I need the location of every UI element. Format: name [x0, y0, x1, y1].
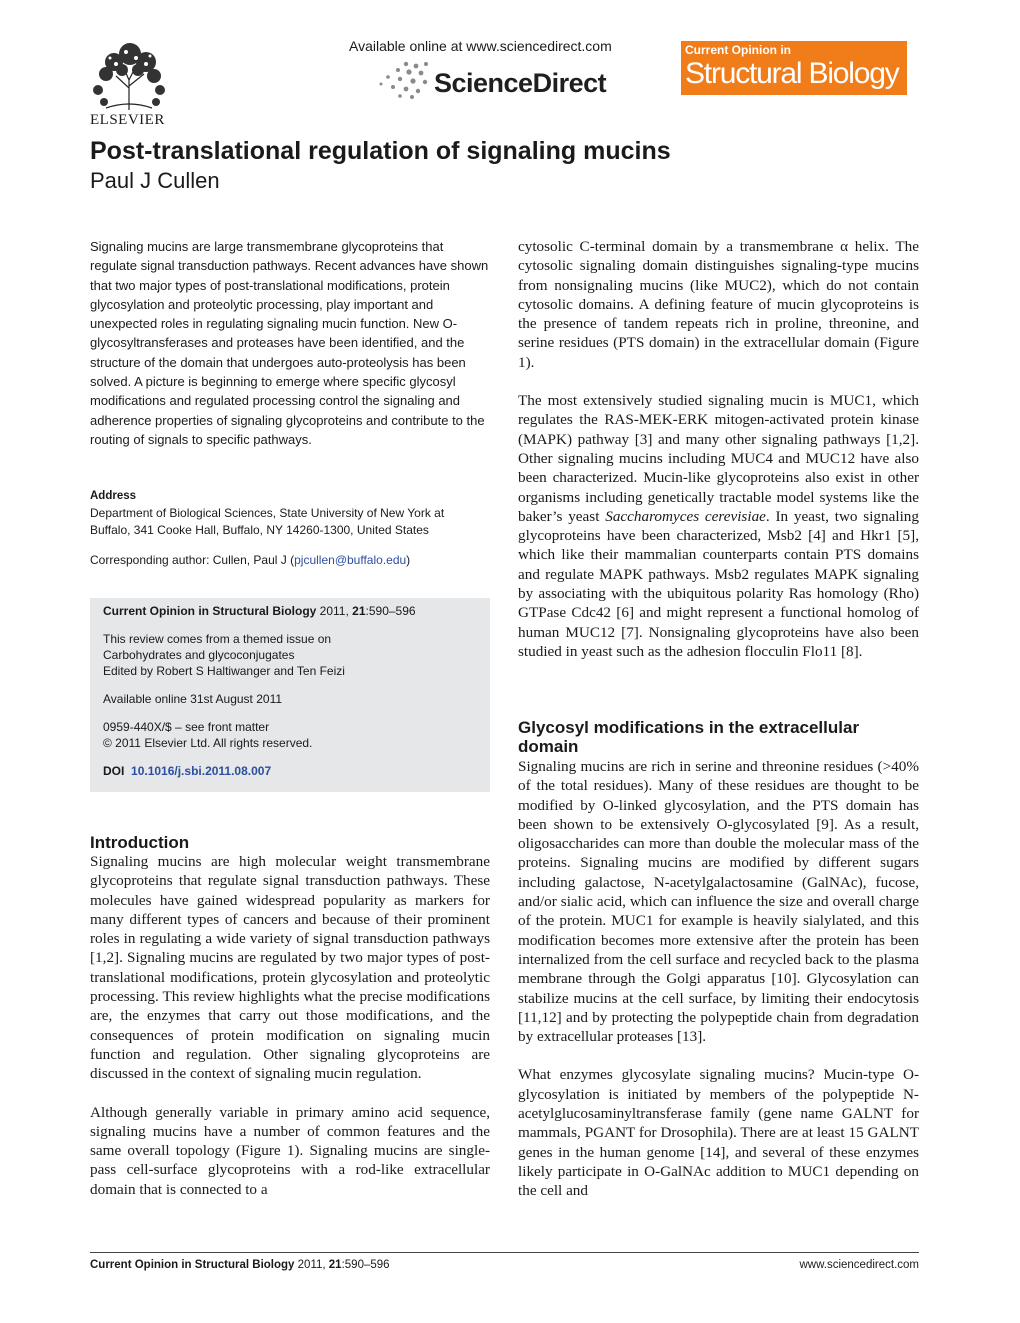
footer-pages: :590–596	[341, 1259, 390, 1271]
intro-paragraph-2: Although generally variable in primary amino acid sequence, signaling mucins have a number of common features and the same overall topology (Figure 1). Signaling mucins are single-pass cell-surface glycoproteins with a rod-like extracellular domain that is connected to a	[90, 1103, 490, 1198]
article-title: Post-translational regulation of signaling mucins	[90, 137, 671, 165]
box-themed-line2: Carbohydrates and glycoconjugates	[103, 648, 295, 662]
corresponding-author	[90, 553, 410, 567]
box-year: 2011,	[316, 604, 353, 618]
intro-paragraph-1: Signaling mucins are high molecular weight transmembrane glycoproteins that regulate signal transduction pathways. These molecules have gained widespread popularity as markers for many different types of cancers and because of their prominent roles in regulating a wide variety of signal transduction pathways [1,2]. Signaling mucins are regulated by two major types of post-translational modifications, protein glycosylation and proteolytic processing. This review highlights what the precise modifications are, the enzymes that carry out those modifications, and the consequences of protein modification on signaling mucin function and regulation. Other signaling glycoproteins are discussed in the context of signaling mucin regulation.	[90, 853, 490, 1083]
article-info-box	[90, 598, 490, 792]
introduction-body	[90, 852, 490, 1199]
box-copyright: © 2011 Elsevier Ltd. All rights reserved.	[103, 736, 313, 750]
corresponding-prefix: Corresponding author: Cullen, Paul J (	[90, 553, 295, 567]
box-doi	[103, 763, 477, 779]
footer-year: 2011,	[294, 1259, 329, 1271]
right-paragraph-2	[518, 391, 919, 661]
corresponding-suffix: )	[406, 553, 411, 567]
box-rights	[103, 719, 477, 751]
right-paragraph-1: cytosolic C-terminal domain by a transmembrane α helix. The cytosolic signaling domain distinguishes signaling-type mucins from nonsignaling mucins (like MUC2), which do not contain cytosolic domains. A defining feature of mucin glycoproteins is the presence of tandem repeats rich in proline, threonine, and serine residues (PTS domain) in the extracellular domain (Figure 1).	[518, 238, 919, 371]
box-volume: 21	[352, 604, 366, 618]
introduction-heading: Introduction	[90, 833, 190, 852]
journal-banner-small: Current Opinion in	[685, 43, 791, 57]
available-online-text: Available online at www.sciencedirect.com	[349, 38, 612, 54]
right-paragraph-2b: . In yeast, two signaling glycoproteins have been characterized, Msb2 [4] and Hkr1 [5], which like their mammalian counterparts contain PTS domains and regulate MAPK pathways. Msb2 regulates MAPK signaling by associating with the ubiquitous polarity Ras homology (Rho) GTPase Cdc42 [6] and might represent a functional homolog of human MUC12 [7]. Nonsignaling glycoproteins have also been studied in yeast such as the adhesion flocculin Flo11 [8].	[518, 507, 919, 660]
right-paragraph-4: What enzymes glycosylate signaling mucins? Mucin-type O-glycosylation is initiated by members of the polypeptide N-acetylglucosaminyltransferase family (gene name GALNT for mammals, PGANT for Drosophila). There are at least 15 GALNT genes in the human genome [14], and several of these enzymes likely participate in O-GalNAc addition to MUC1 depending on the cell and	[518, 1066, 919, 1200]
footer-journal: Current Opinion in Structural Biology	[90, 1259, 295, 1271]
right-column-body-top	[518, 237, 919, 661]
box-journal-name: Current Opinion in Structural Biology	[103, 604, 317, 618]
box-themed-line1: This review comes from a themed issue on	[103, 632, 332, 646]
article-author: Paul J Cullen	[90, 168, 220, 193]
right-column-body-bottom	[518, 757, 919, 1201]
box-citation	[103, 603, 477, 619]
journal-banner	[681, 41, 907, 95]
sciencedirect-wordmark[interactable]: ScienceDirect	[434, 68, 607, 98]
right-paragraph-2a: The most extensively studied signaling mucin is MUC1, which regulates the RAS-MEK-ERK mitogen-activated protein kinase (MAPK) pathway [3] and many other signaling pathways [1,2]. Other signaling mucins including MUC4 and MUC12 have also been characterized. Mucin-like glycoproteins also exist in other organisms including genetically tractable model systems like the baker’s yeast	[518, 392, 919, 525]
box-themed-line3: Edited by Robert S Haltiwanger and Ten Feizi	[103, 664, 345, 678]
footer-volume: 21	[328, 1259, 342, 1271]
author-email-link[interactable]: pjcullen@buffalo.edu	[294, 553, 407, 567]
box-issn: 0959-440X/$ – see front matter	[103, 720, 270, 734]
species-name: Saccharomyces cerevisiae	[605, 507, 766, 525]
box-doi-label: DOI	[103, 764, 125, 778]
footer-divider	[90, 1252, 919, 1253]
right-paragraph-3: Signaling mucins are rich in serine and threonine residues (>40% of the total residues). Many of these residues are thought to be modified by O-linked glycosylation, and the PTS domain has been shown to be extensively O-glycosylated [9]. As a result, oligosaccharides can more than double the molecular mass of the proteins. Signaling mucins are modified by different sugars including galactose, N-acetylgalactosamine (GalNAc), fucose, and/or sialic acid, which can influence the size and overall charge of the protein. MUC1 for example is heavily sialylated, and this modification becomes more extensive after the protein has been internalized from the cell surface and recycled back to the plasma membrane through the Golgi apparatus [10]. Glycosylation can stabilize mucins at the cell surface, by limiting their endocytosis [11,12] and by protecting the polypeptide chain from degradation by extracellular proteases [13].	[518, 758, 919, 1046]
box-pages: :590–596	[365, 604, 416, 618]
doi-link[interactable]: 10.1016/j.sbi.2011.08.007	[131, 764, 272, 778]
journal-banner-title: Structural Biology	[685, 57, 899, 90]
abstract: Signaling mucins are large transmembrane glycoproteins that regulate signal transduction pathways. Recent advances have shown that two major types of post-translational modifications, protein glycosylation and proteolytic processing, play important and unexpected roles in regulating signaling mucin function. New O-glycosyltransferases and proteases have been identified, and the structure of the domain that undergoes auto-proteolysis has been solved. A picture is beginning to emerge where specific glycosyl modifications and regulated processing control the signaling and adherence properties of signaling glycoproteins and contribute to the routing of signals to specific pathways.	[90, 239, 489, 447]
box-available: Available online 31st August 2011	[103, 692, 283, 706]
footer-citation	[90, 1259, 390, 1271]
footer-url[interactable]: www.sciencedirect.com	[799, 1259, 919, 1271]
sciencedirect-dots-icon	[376, 60, 432, 100]
address-heading: Address	[90, 490, 137, 502]
box-themed-issue	[103, 631, 477, 679]
glycosyl-section-heading: Glycosyl modifications in the extracellular domain	[518, 718, 860, 756]
publisher-name: ELSEVIER	[90, 112, 165, 128]
address-text: Department of Biological Sciences, State University of New York at Buffalo, 341 Cooke Hall, Buffalo, NY 14260-1300, United States	[90, 506, 445, 537]
